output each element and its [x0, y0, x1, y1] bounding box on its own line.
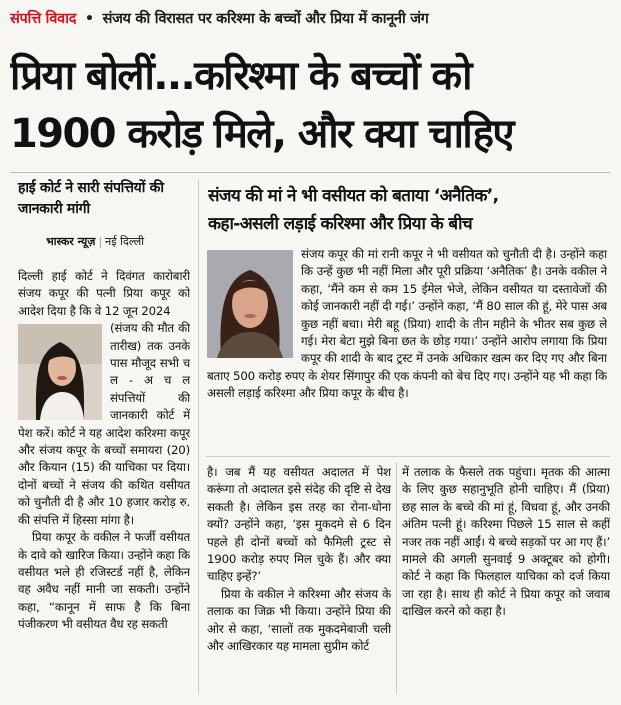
subhead-line-1: संजय की मां ने भी वसीयत को बताया ‘अनैतिक’,: [208, 186, 499, 206]
main-story-intro: [207, 246, 607, 452]
column-b-text: में तलाक के फैसले तक पहुंचा। मृतक की आत्मा के लिए कुछ सहानुभूति होनी चाहिए। मैं (प्रिया) छह साल के बच्चे की मां हूं, विधवा हूं, और उनकी अंतिम पत्नी हूं। करिश्मा पिछले 15 साल से कहीं नजर तक नहीं आईं। ये बच्चे सड़कों पर आ गए हैं।’ मामले की अगली सुनवाई 9 अक्टूबर को होगी। कोर्ट ने कहा कि फिलहाल याचिका को दर्ज किया जा रहा है। साथ ही कोर्ट ने प्रिया कपूर को जवाब दाखिल करने को कहा है।: [402, 465, 610, 619]
headline-line-2: 1900 करोड़ मिले, और क्या चाहिए: [10, 111, 513, 157]
kicker-subtitle: संजय की विरासत पर करिश्मा के बच्चों और प्रिया में कानूनी जंग: [102, 11, 429, 27]
main-story-column-b: [402, 464, 610, 698]
subhead-line-2: कहा-असली लड़ाई करिश्मा और प्रिया के बीच: [208, 214, 473, 234]
priya-kapoor-photo: [18, 324, 102, 420]
side-para-2: प्रिया कपूर के वकील ने फर्जी वसीयत के दावे को खारिज किया। उन्होंने कहा कि वसीयत भले ही रजिस्टर्ड नहीं है, लेकिन वह अवैध नहीं मानी जा सकती। उन्होंने कहा, “कानून में साफ है कि बिना पंजीकरण भी वसीयत वैध रह सकती: [18, 530, 190, 632]
column-separator: [198, 180, 199, 695]
inner-column-separator: [396, 462, 397, 694]
main-intro-text: संजय कपूर की मां रानी कपूर ने भी वसीयत को चुनौती दी है। उन्होंने कहा कि उन्हें कुछ भी नहीं मिला और पूरी प्रक्रिया ‘अनैतिक’ है। उनके वकील ने कहा, ‘मैंने कम से कम 15 ईमेल भेजे, लेकिन वसीयत या दस्तावेजों की कोई जानकारी नहीं दी गई।’ उन्होंने कहा, ‘मैं 80 साल की हूं, मेरे पास अब कुछ नहीं बचा। मेरी बहू (प्रिया) शादी के तीन महीने के भीतर सब कुछ ले गई। मेरा बेटा मुझे बिना छत के छोड़ गया।’ उन्होंने आरोप लगाया कि प्रिया कपूर की शादी के बाद ट्रस्ट में उनके अधिकार खत्म कर दिए गए और बिना बताए 500 करोड़ रुपए के शेयर सिंगापुर की एक कंपनी को बेच दिए गए। उन्होंने यह भी कहा कि असली लड़ाई करिश्मा और प्रिया कपूर के बीच है।: [207, 247, 607, 401]
column-a-para-1: है। जब मैं यह वसीयत अदालत में पेश करूंगा तो अदालत इसे संदेह की दृष्टि से देख सकती है। लेकिन इस तरह का रोना-धोना क्यों? उन्होंने कहा, ‘इस मुकदमे से 6 दिन पहले ही दोनों बच्चों को फैमिली ट्रस्ट से 1900 करोड़ रुपए मिल चुके हैं। और क्या चाहिए इन्हें?’: [207, 465, 391, 584]
byline-city: नई दिल्ली: [105, 235, 145, 248]
byline-separator: |: [98, 235, 103, 248]
rani-portrait-image: [207, 250, 293, 358]
byline: [46, 234, 144, 249]
main-subheadline: [208, 182, 616, 238]
category-label: संपत्ति विवाद: [10, 11, 77, 27]
priya-portrait-image: [18, 324, 102, 420]
kicker-line: [10, 8, 614, 32]
rani-kapoor-photo: [207, 250, 293, 358]
headline-divider: [10, 172, 610, 173]
side-story-body: [18, 268, 190, 698]
side-story-headline: हाई कोर्ट ने सारी संपत्तियों की जानकारी मांगी: [18, 180, 164, 217]
main-story-divider: [206, 456, 610, 457]
headline-line-1: प्रिया बोलीं...करिश्मा के बच्चों को: [10, 53, 471, 99]
column-a-para-2: प्रिया के वकील ने करिश्मा और संजय के तलाक का जिक्र भी किया। उन्होंने प्रिया की ओर से कहा, ‘सालों तक मुकदमेबाजी चली और आखिरकार यह मामला सुप्रीम कोर्ट: [207, 586, 391, 654]
side-para-1b: (संजय की मौत की तारीख) तक उनके पास मौजूद सभी च ल - अ च ल संपत्तियों की जानकारी कोर्ट में पेश करें। कोर्ट ने यह आदेश करिश्मा कपूर और संजय कपूर के बच्चों समायरा (20) और कियान (15) की याचिका पर दिया। दोनों बच्चों ने संजय की कथित वसीयत को चुनौती दी है और 10 हजार करोड़ रु. की संपत्ति में हिस्सा मांगा है।: [18, 321, 190, 527]
main-headline: [10, 48, 614, 164]
byline-source: भास्कर न्यूज़: [46, 235, 96, 248]
kicker-bullet: •: [84, 11, 94, 27]
side-para-1a: दिल्ली हाई कोर्ट ने दिवंगत कारोबारी संजय कपूर की पत्नी प्रिया कपूर को आदेश दिया है कि वे 12 जून 2024: [18, 269, 190, 318]
main-story-column-a: [207, 464, 391, 698]
